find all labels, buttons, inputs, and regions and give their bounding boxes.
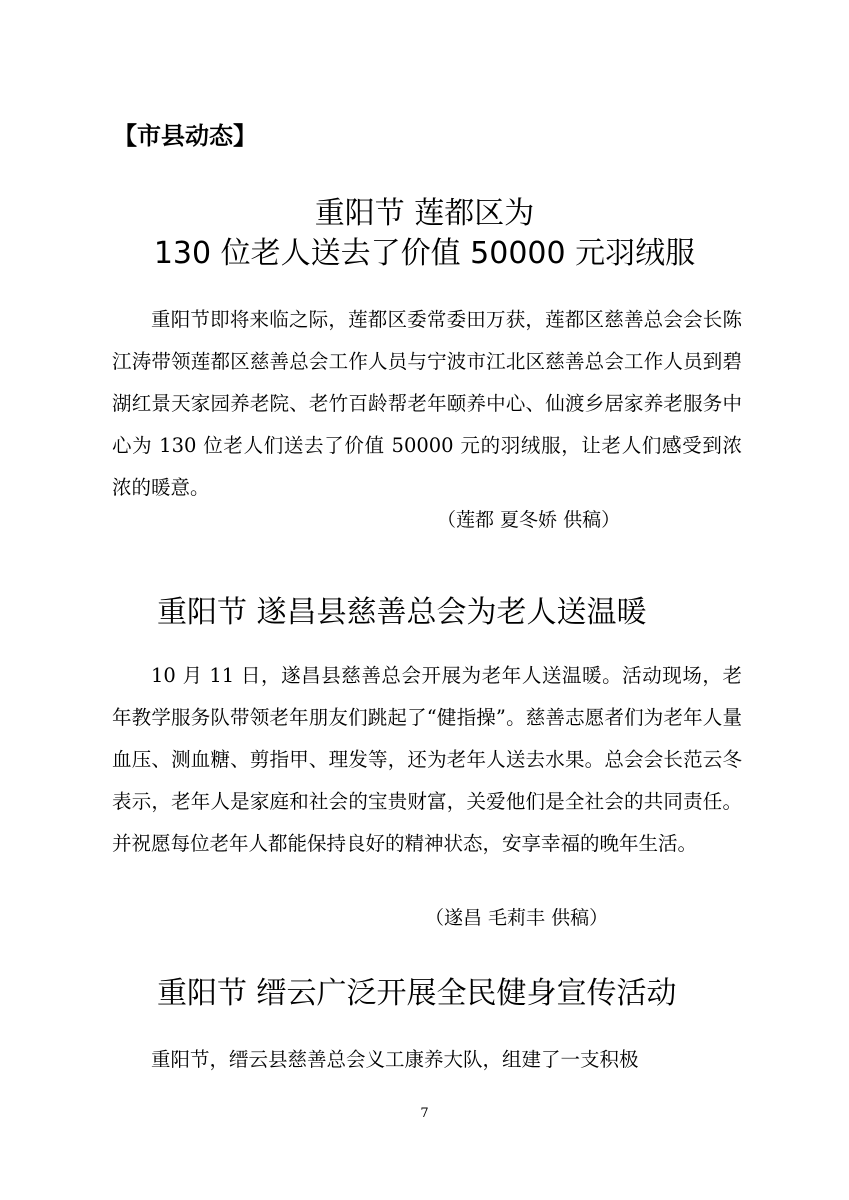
article-2-body: 10 月 11 日，遂昌县慈善总会开展为老年人送温暖。活动现场，老年教学服务队带领老年朋友们跳起了“健指操”。慈善志愿者们为老年人量血压、测血糖、剪指甲、理发等，还为老年人送去水果。总会会长范云冬表示，老年人是家庭和社会的宝贵财富，关爱他们是全社会的共同责任。并祝愿每位老年人都能保持良好的精神状态，安享幸福的晚年生活。 xyxy=(112,664,742,855)
page-number: 7 xyxy=(420,1106,429,1121)
article-3-body: 重阳节，缙云县慈善总会义工康养大队，组建了一支积极 xyxy=(151,1048,639,1071)
article-2-title: 重阳节 遂昌县慈善总会为老人送温暖 xyxy=(157,595,647,630)
article-1-byline: （莲都 夏冬娇 供稿） xyxy=(437,509,621,531)
article-3-title: 重阳节 缙云广泛开展全民健身宣传活动 xyxy=(157,976,677,1011)
article-2-byline: （遂昌 毛莉丰 供稿） xyxy=(425,907,609,929)
article-1-title-line-2: 130 位老人送去了价值 50000 元羽绒服 xyxy=(153,236,696,271)
article-1-title-line-1: 重阳节 莲都区为 xyxy=(314,196,535,231)
article-1-body: 重阳节即将来临之际，莲都区委常委田万获，莲都区慈善总会会长陈江涛带领莲都区慈善总会工作人员与宁波市江北区慈善总会工作人员到碧湖红景天家园养老院、老竹百龄帮老年颐养中心、仙渡乡居家养老服务中心为 130 位老人们送去了价值 50000 元的羽绒服，让老人们感受到浓浓的暖意。 xyxy=(112,308,742,499)
section-label: 【市县动态】 xyxy=(113,122,257,150)
